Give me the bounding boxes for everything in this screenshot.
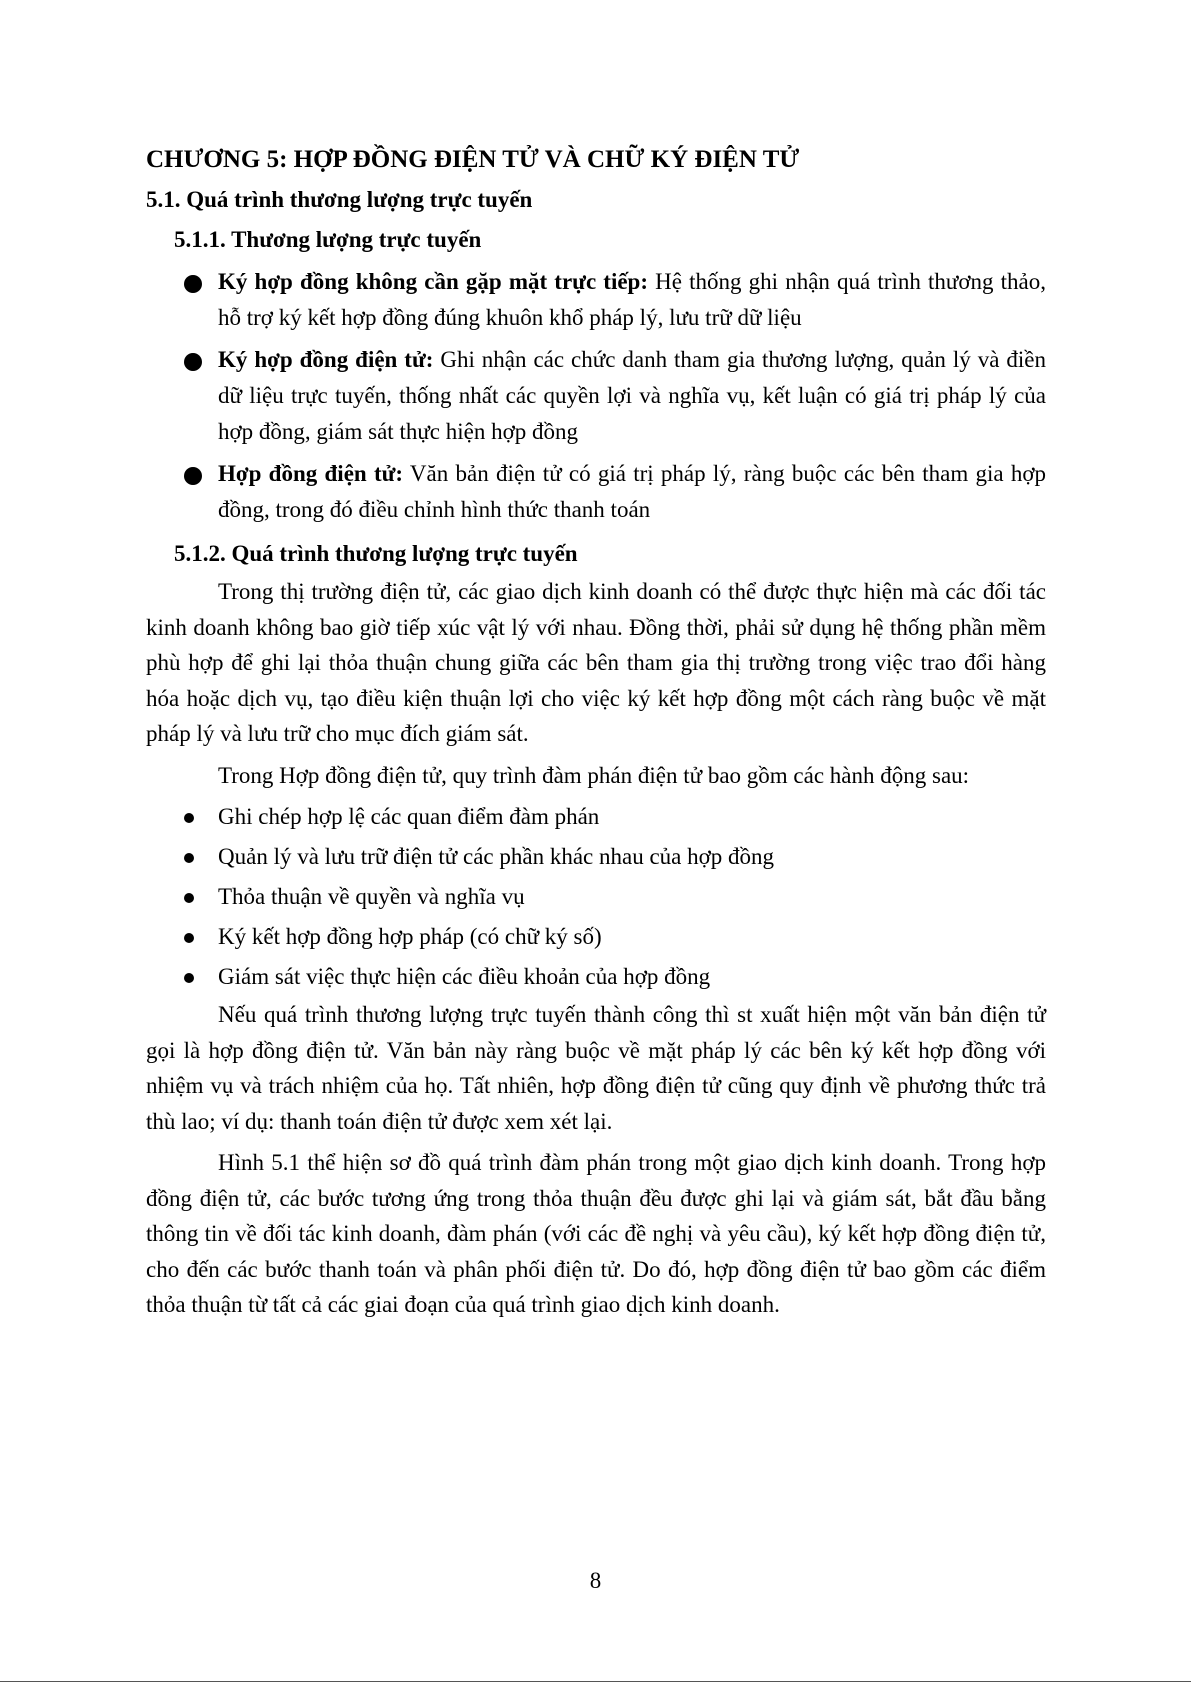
definition-text: Ghi nhận các chức danh tham gia thương lượng, quản lý và điền dữ liệu trực tuyến, thống nhất các quyền lợi và nghĩa vụ, kết luận có giá trị pháp lý của hợp đồng, giám sát thực hiện hợp đồng: [218, 347, 1046, 444]
definition-text: Hệ thống ghi nhận quá trình thương thảo, hỗ trợ ký kết hợp đồng đúng khuôn khổ pháp lý, lưu trữ dữ liệu: [218, 269, 1046, 330]
list-item: Ghi chép hợp lệ các quan điểm đàm phán: [146, 797, 1046, 837]
bullet-icon: [184, 275, 202, 293]
list-item: Giám sát việc thực hiện các điều khoản của hợp đồng: [146, 957, 1046, 997]
section-5-1-2-title: 5.1.2. Quá trình thương lượng trực tuyến: [174, 541, 578, 566]
section-5-1-1-title: 5.1.1. Thương lượng trực tuyến: [174, 227, 482, 252]
document-page: [146, 140, 1046, 1323]
bullet-icon: [184, 467, 202, 485]
bottom-divider: [0, 1681, 1191, 1682]
paragraph: Hình 5.1 thể hiện sơ đồ quá trình đàm phán trong một giao dịch kinh doanh. Trong hợp đồng điện tử, các bước tương ứng trong thỏa thuận đều được ghi lại và giám sát, bắt đầu bằng thông tin về đối tác kinh doanh, đàm phán (với các đề nghị và yêu cầu), ký kết hợp đồng điện tử, cho đến các bước thanh toán và phân phối điện tử. Do đó, hợp đồng điện tử bao gồm các điểm thỏa thuận từ tất cả các giai đoạn của quá trình giao dịch kinh doanh.: [146, 1150, 1046, 1317]
definition-term: Ký hợp đồng không cần gặp mặt trực tiếp:: [218, 269, 649, 294]
bullet-icon: [184, 813, 194, 823]
list-item: [146, 264, 1046, 336]
bullet-icon: [184, 933, 194, 943]
definition-term: Ký hợp đồng điện tử:: [218, 347, 434, 372]
bullet-icon: [184, 353, 202, 371]
action-list: [146, 797, 1046, 997]
list-item: Quản lý và lưu trữ điện tử các phần khác nhau của hợp đồng: [146, 837, 1046, 877]
bullet-icon: [184, 973, 194, 983]
definition-term: Hợp đồng điện tử:: [218, 461, 404, 486]
bullet-icon: [184, 853, 194, 863]
paragraph: Nếu quá trình thương lượng trực tuyến thành công thì st xuất hiện một văn bản điện tử gọi là hợp đồng điện tử. Văn bản này ràng buộc về mặt pháp lý các bên ký kết hợp đồng với nhiệm vụ và trách nhiệm của họ. Tất nhiên, hợp đồng điện tử cũng quy định về phương thức trả thù lao; ví dụ: thanh toán điện tử được xem xét lại.: [146, 1002, 1046, 1134]
paragraph: Trong Hợp đồng điện tử, quy trình đàm phán điện tử bao gồm các hành động sau:: [218, 762, 970, 788]
definition-list: [146, 264, 1046, 528]
list-item: [146, 456, 1046, 528]
chapter-title: CHƯƠNG 5: HỢP ĐỒNG ĐIỆN TỬ VÀ CHỮ KÝ ĐIỆN TỬ: [146, 146, 800, 173]
list-item: [146, 342, 1046, 450]
definition-text: Văn bản điện tử có giá trị pháp lý, ràng buộc các bên tham gia hợp đồng, trong đó điều chỉnh hình thức thanh toán: [218, 461, 1046, 522]
list-item: Thỏa thuận về quyền và nghĩa vụ: [146, 877, 1046, 917]
list-item: Ký kết hợp đồng hợp pháp (có chữ ký số): [146, 917, 1046, 957]
bullet-icon: [184, 893, 194, 903]
paragraph: Trong thị trường điện tử, các giao dịch kinh doanh có thể được thực hiện mà các đối tác kinh doanh không bao giờ tiếp xúc vật lý với nhau. Đồng thời, phải sử dụng hệ thống phần mềm phù hợp để ghi lại thỏa thuận chung giữa các bên tham gia thị trường trong việc trao đổi hàng hóa hoặc dịch vụ, tạo điều kiện thuận lợi cho việc ký kết hợp đồng một cách ràng buộc về mặt pháp lý và lưu trữ cho mục đích giám sát.: [146, 579, 1046, 746]
section-5-1-title: 5.1. Quá trình thương lượng trực tuyến: [146, 187, 533, 212]
page-number: 8: [589, 1568, 602, 1593]
